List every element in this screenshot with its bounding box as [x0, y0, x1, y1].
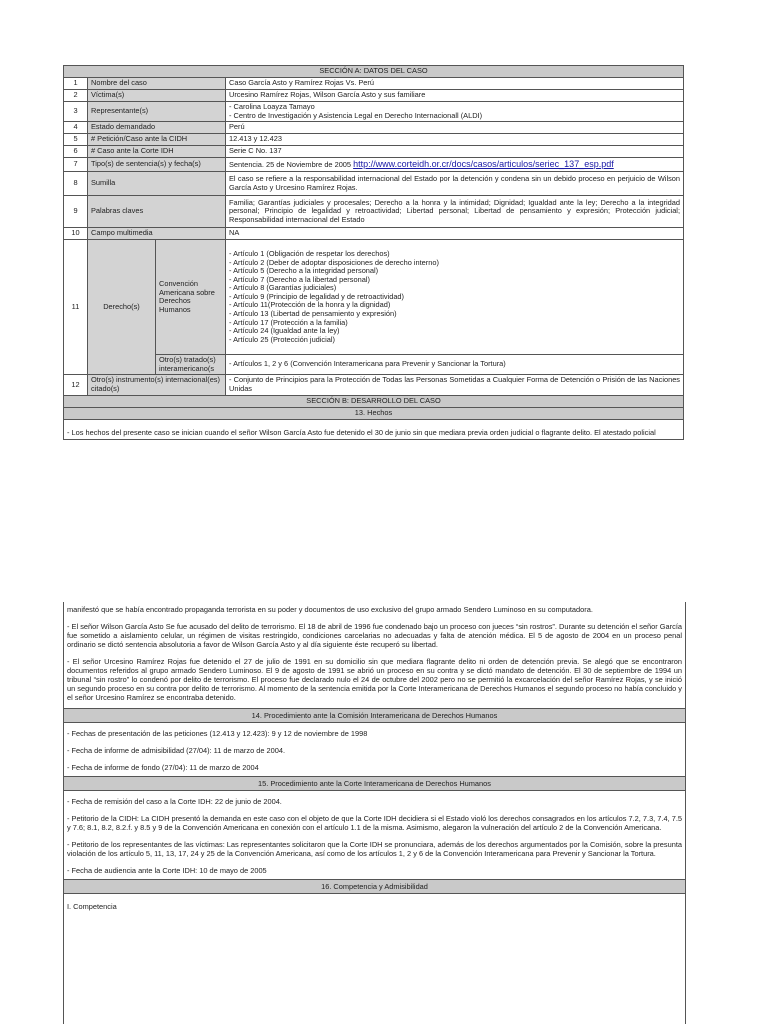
paragraph: - Petitorio de la CIDH: La CIDH presentó la demanda en este caso con el objeto de que la Corte IDH decidiera si el Estado violó los derechos consagrados en los artículos 7.2, 7.3, 7.4, 7.5 y 7.6; 8.1, 8.2, 8.2.f. y 8.5 y 9 de la Convención Americana en conexión con el artículo 1.1 de la misma. Asimismo, alegaron la vulneración del artículo 2 de la Convención Americana.: [67, 814, 682, 832]
row-value: Serie C No. 137: [226, 146, 684, 158]
paragraph: - El señor Wilson García Asto Se fue acusado del delito de terrorismo. El 18 de abril de 1996 fue condenado bajo un proceso con jueces “sin rostros”. Durante su detención el señor García fue sometido a aislamiento celular, un régimen de visitas restringido, condiciones carcelarias no adecuadas y falta de atención médica. El 5 de agosto de 2004 en un proceso penal ordinario se dictó sentencia absolutoria a favor de Wilson García Asto y al día siguiente éste recuperó su libertad.: [67, 622, 682, 649]
cidh-procedure-header: 14. Procedimiento ante la Comisión Interamericana de Derechos Humanos: [64, 708, 685, 723]
sentence-date: Sentencia. 25 de Noviembre de 2005: [229, 159, 352, 169]
case-data-table: [63, 65, 684, 440]
table-row: [64, 172, 684, 196]
competencia-header: 16. Competencia y Admisibilidad: [64, 879, 685, 894]
row-number: 5: [64, 134, 88, 146]
row-number: 1: [64, 78, 88, 90]
corte-procedure-body: [64, 791, 685, 879]
paragraph: - Petitorio de los representantes de las víctimas: Las representantes solicitaron que la Corte IDH se pronunciara, además de los derechos argumentados por la Comisión, sobre la presunta violación de los artículo 5, 11, 13, 17, 24 y 25 de la Convención Americana, así como de los artículos 1, 2 y 6 de la Convención Interamericana para Prevenir y Sancionar la Tortura.: [67, 840, 682, 858]
row-number: 10: [64, 228, 88, 240]
row-number: 6: [64, 146, 88, 158]
row-value: NA: [226, 228, 684, 240]
section-b-header: SECCIÓN B: DESARROLLO DEL CASO: [64, 395, 684, 407]
row-value: Perú: [226, 122, 684, 134]
table-row: [64, 78, 684, 90]
competencia-body: [64, 894, 685, 921]
paragraph: - Fecha de informe de fondo (27/04): 11 de marzo de 2004: [67, 763, 259, 772]
paragraph: - El señor Urcesino Ramírez Rojas fue detenido el 27 de julio de 1991 en su domicilio sin que mediara flagrante delito ni orden de detención previa. Se alegó que se encontraron documentos referidos al grupo armado Sendero Luminoso. El 9 de agosto de 1991 se abrió un proceso en su contra y se dictó mandato de detención. El 30 de septiembre de 1994 un tribunal “sin rostro” lo condenó por delito de terrorismo. El proceso fue declarado nulo el 24 de octubre del 2002 pero no se permitió la excarcelación del señor Ramírez Rojas, y se inició un segundo proceso en su contra por delito de terrorismo. Al momento de la sentencia emitida por la Corte Interamericana de Derechos Humanos el segundo proceso no había concluido y el señor Urcesino Ramírez se encontraba detenido.: [67, 657, 682, 702]
table-row: [64, 134, 684, 146]
table-row: [64, 196, 684, 228]
row-number: 8: [64, 172, 88, 196]
hechos-continuation: [64, 602, 685, 708]
paragraph: - Fecha de audiencia ante la Corte IDH: 10 de mayo de 2005: [67, 866, 267, 875]
row-number: 2: [64, 90, 88, 102]
other-treaty-value: - Artículos 1, 2 y 6 (Convención Interamericana para Prevenir y Sancionar la Tortura): [226, 355, 684, 375]
cidh-procedure-body: [64, 723, 685, 776]
row-label: Palabras claves: [88, 196, 226, 228]
page-2-content: [63, 602, 686, 1024]
row-value: Familia; Garantías judiciales y procesales; Derecho a la honra y la intimidad; Dignidad; Igualdad ante la ley; Derecho a la integridad personal; Principio de legalidad y retroactividad; Libertad personal; Libertad de pensamiento y expresión; Protección judicial; Responsabilidad internacional del Estado: [226, 196, 684, 228]
row-number: 9: [64, 196, 88, 228]
table-row: [64, 228, 684, 240]
row-label: Tipo(s) de sentencia(s) y fecha(s): [88, 158, 226, 172]
hechos-first-paragraph: - Los hechos del presente caso se inician cuando el señor Wilson García Asto fue detenido el 30 de junio sin que mediara previa orden judicial o flagrante delito. El atestado policial: [64, 419, 684, 439]
row-number: 4: [64, 122, 88, 134]
sentence-link[interactable]: http://www.corteidh.or.cr/docs/casos/articulos/seriec_137_esp.pdf: [353, 158, 614, 169]
paragraph: manifestó que se había encontrado propaganda terrorista en su poder y documentos de uso exclusivo del grupo armado Sendero Luminoso en su computadora.: [67, 605, 593, 614]
treaty-label: Convención Americana sobre Derechos Humanos: [156, 240, 226, 355]
hechos-header: 13. Hechos: [64, 407, 684, 419]
row-label: Nombre del caso: [88, 78, 226, 90]
row-number: 11: [64, 240, 88, 375]
row-label: Campo multimedia: [88, 228, 226, 240]
table-row: [64, 158, 684, 172]
table-row: [64, 90, 684, 102]
row-value: 12.413 y 12.423: [226, 134, 684, 146]
row-number: 12: [64, 375, 88, 395]
corte-procedure-header: 15. Procedimiento ante la Corte Interamericana de Derechos Humanos: [64, 776, 685, 791]
row-number: 3: [64, 102, 88, 122]
row-label: Derecho(s): [88, 240, 156, 375]
row-value: - Conjunto de Principios para la Protección de Todas las Personas Sometidas a Cualquier Forma de Detención o Prisión de las Naciones Unidas: [226, 375, 684, 395]
row-label: Representante(s): [88, 102, 226, 122]
row-value: Urcesino Ramírez Rojas, Wilson García Asto y sus familiare: [226, 90, 684, 102]
table-row: [64, 122, 684, 134]
other-treaty-label: Otro(s) tratado(s) interamericano(s: [156, 355, 226, 375]
row-label: Víctima(s): [88, 90, 226, 102]
table-row: [64, 102, 684, 122]
row-label: Otro(s) instrumento(s) internacional(es) citado(s): [88, 375, 226, 395]
page-1-table-area: [63, 65, 684, 440]
paragraph: - Fecha de remisión del caso a la Corte IDH: 22 de junio de 2004.: [67, 797, 282, 806]
paragraph: - Fechas de presentación de las peticiones (12.413 y 12.423): 9 y 12 de noviembre de 1998: [67, 729, 368, 738]
row-value: - Carolina Loayza Tamayo - Centro de Investigación y Asistencia Legal en Derecho Internacionall (ALDI): [226, 102, 684, 122]
row-value: Caso García Asto y Ramírez Rojas Vs. Perú: [226, 78, 684, 90]
paragraph: I. Competencia: [67, 902, 117, 911]
table-row: [64, 355, 684, 375]
table-row: [64, 240, 684, 355]
table-row: [64, 375, 684, 395]
row-value: [226, 158, 684, 172]
row-label: Estado demandado: [88, 122, 226, 134]
articles-list: - Artículo 1 (Obligación de respetar los derechos) - Artículo 2 (Deber de adoptar disposiciones de derecho interno) - Artículo 5 (Derecho a la integridad personal) - Artículo 7 (Derecho a la libertad personal) - Artículo 8 (Garantías judiciales) - Artículo 9 (Principio de legalidad y de retroactividad) - Artículo 11(Protección de la honra y la dignidad) - Artículo 13 (Libertad de pensamiento y expresión) - Artículo 17 (Protección a la familia) - Artículo 24 (Igualdad ante la ley) - Artículo 25 (Protección judicial): [226, 240, 684, 355]
row-value: El caso se refiere a la responsabilidad internacional del Estado por la detención y condena sin un debido proceso en perjuicio de Wilson García Asto y Urcesino Ramírez Rojas.: [226, 172, 684, 196]
row-number: 7: [64, 158, 88, 172]
section-a-header: SECCIÓN A: DATOS DEL CASO: [64, 66, 684, 78]
paragraph: - Fecha de informe de admisibilidad (27/04): 11 de marzo de 2004.: [67, 746, 286, 755]
table-row: [64, 146, 684, 158]
row-label: # Petición/Caso ante la CIDH: [88, 134, 226, 146]
row-label: Sumilla: [88, 172, 226, 196]
row-label: # Caso ante la Corte IDH: [88, 146, 226, 158]
